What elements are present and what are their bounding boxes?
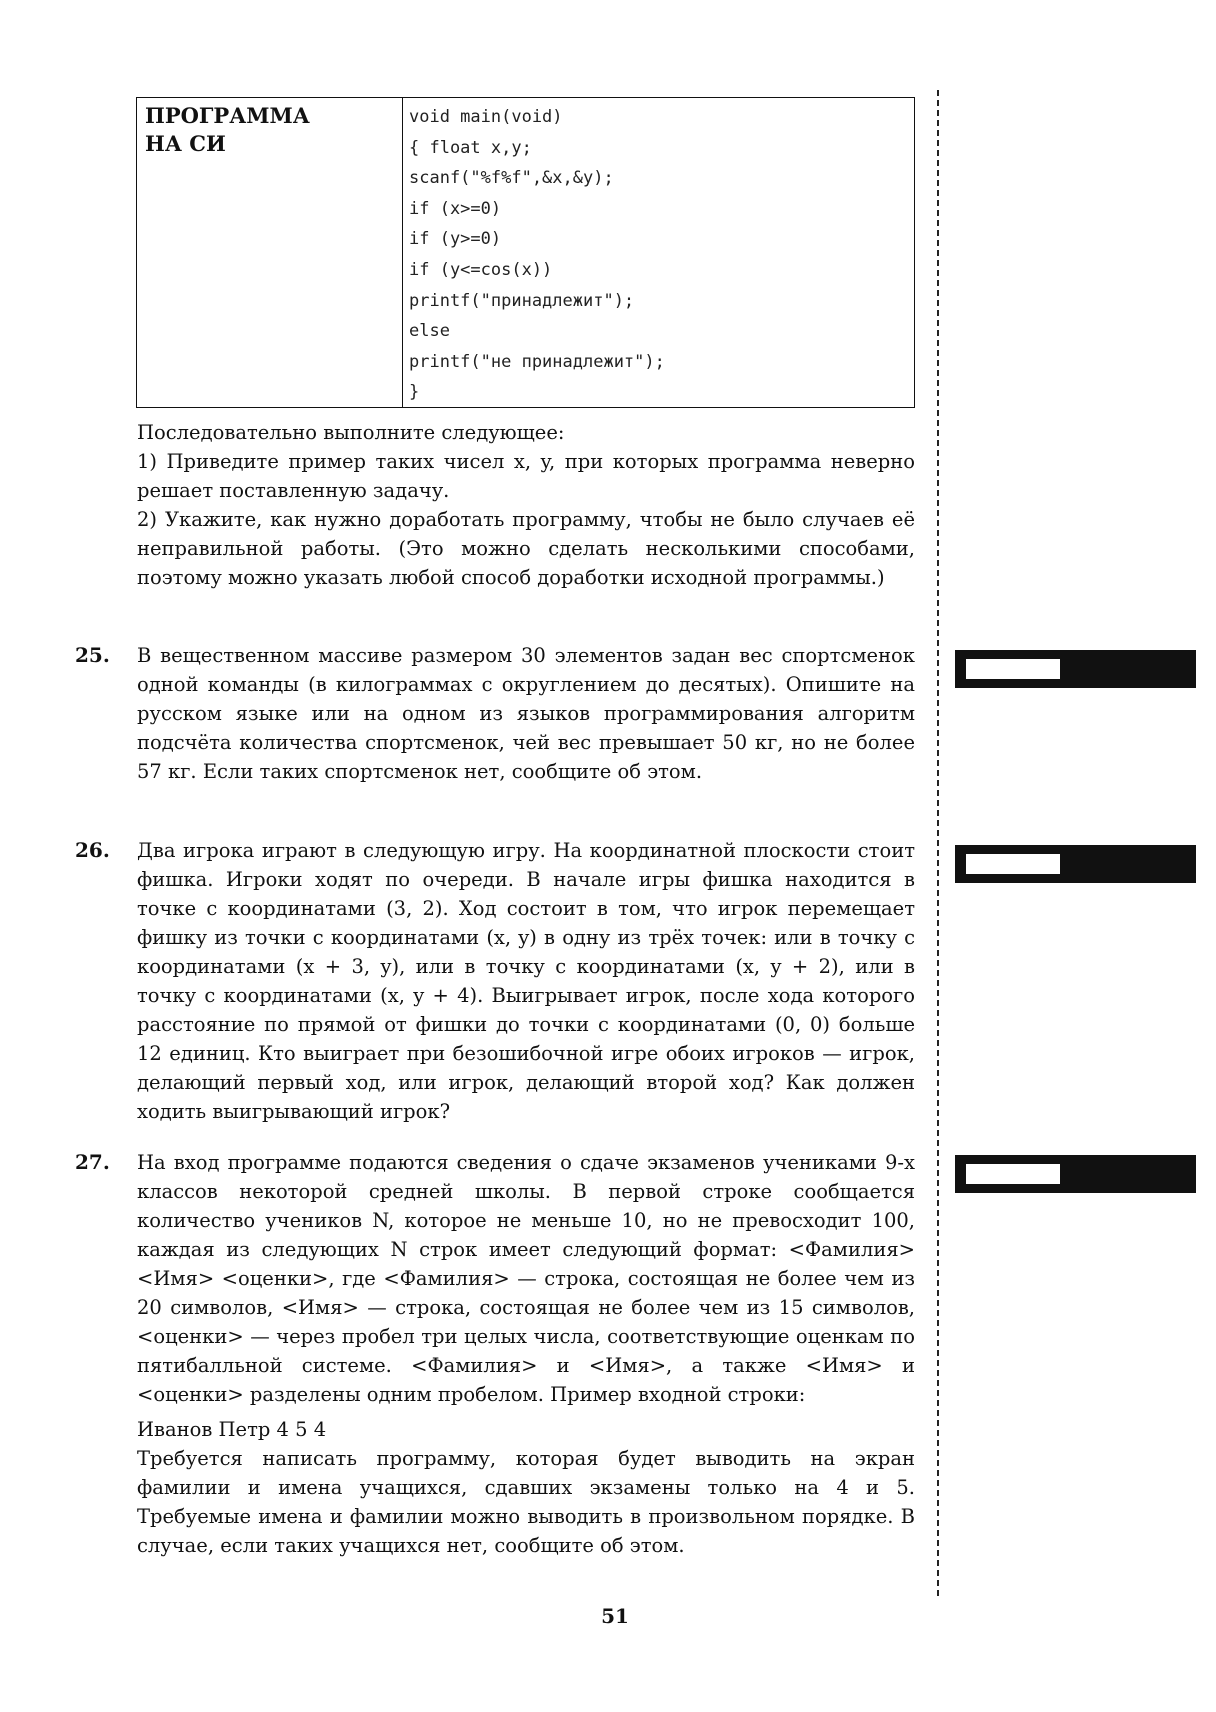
instructions-lead: Последовательно выполните следующее: <box>137 421 565 444</box>
task-paragraph: В вещественном массиве размером 30 элементов задан вес спортсменок одной команды (в килограммах с округлением до десятых). Опишите на русском языке или на одном из языков программирования алгоритм подсчёта количества спортсменок, чей вес превышает 50 кг, но не более 57 кг. Если таких спортсменок нет, сообщите об этом. <box>137 644 915 783</box>
instructions-item-1: 1) Приведите пример таких чисел x, y, при которых программа неверно решает поставленную задачу. <box>137 450 915 502</box>
task-text <box>137 836 915 1126</box>
answer-slot[interactable] <box>966 1164 1060 1184</box>
task-number: 27. <box>75 1150 110 1174</box>
task-paragraph: Два игрока играют в следующую игру. На координатной плоскости стоит фишка. Игроки ходят по очереди. В начале игры фишка находится в точке с координатами (3, 2). Ход состоит в том, что игрок перемещает фишку из точки с координатами (x, y) в одну из трёх точек: или в точку с координатами (x + 3, y), или в точку с координатами (x, y + 2), или в точку с координатами (x, y + 4). Выигрывает игрок, после хода которого расстояние по прямой от фишки до точки с координатами (0, 0) больше 12 единиц. Кто выиграет при безошибочной игре обоих игроков — игрок, делающий первый ход, или игрок, делающий второй ход? Как должен ходить выигрывающий игрок? <box>137 839 915 1123</box>
task-text <box>137 1148 915 1560</box>
instructions-item-2: 2) Укажите, как нужно доработать программу, чтобы не было случаев её неправильной работы. (Это можно сделать несколькими способами, поэтому можно указать любой способ доработки исходной программы.) <box>137 508 915 589</box>
code-line: else <box>409 321 450 342</box>
cut-line-divider <box>937 90 939 1596</box>
answer-box-27[interactable] <box>955 1155 1196 1193</box>
task-paragraph-2: Требуется написать программу, которая будет выводить на экран фамилии и имена учащихся, сдавших экзамены только на 4 и 5. Требуемые имена и фамилии можно выводить в произвольном порядке. В случае, если таких учащихся нет, сообщите об этом. <box>137 1447 915 1557</box>
code-line: printf("не принадлежит"); <box>409 351 665 372</box>
task-text <box>137 641 915 786</box>
input-example: Иванов Петр 4 5 4 <box>137 1418 327 1441</box>
code-line: scanf("%f%f",&x,&y); <box>409 168 614 189</box>
code-line: if (x>=0) <box>409 198 502 219</box>
program-table <box>136 97 915 408</box>
answer-box-25[interactable] <box>955 650 1196 688</box>
code-line: { float x,y; <box>409 137 532 158</box>
code-line: } <box>409 382 420 403</box>
code-line: if (y<=cos(x)) <box>409 259 553 280</box>
task-24-instructions <box>137 418 915 592</box>
task-number: 26. <box>75 838 110 862</box>
task-paragraph: На вход программе подаются сведения о сдаче экзаменов учениками 9-х классов некоторой средней школы. В первой строке сообщается количество учеников N, которое не меньше 10, но не превосходит 100, каждая из следующих N строк имеет следующий формат: <Фамилия> <Имя> <оценки>, где <Фамилия> — строка, состоящая не более чем из 20 символов, <Имя> — строка, состоящая не более чем из 15 символов, <оценки> — через пробел три целых числа, соответствующие оценкам по пятибалльной системе. <Фамилия> и <Имя>, а также <Имя> и <оценки> разделены одним пробелом. Пример входной строки: <box>137 1151 915 1406</box>
program-code <box>403 98 914 407</box>
code-line: void main(void) <box>409 107 563 127</box>
code-line: if (y>=0) <box>409 229 502 250</box>
answer-slot[interactable] <box>966 854 1060 874</box>
answer-box-26[interactable] <box>955 845 1196 883</box>
page-number: 51 <box>601 1604 629 1628</box>
program-language-label: ПРОГРАММА НА СИ <box>137 98 403 407</box>
answer-slot[interactable] <box>966 659 1060 679</box>
task-number: 25. <box>75 643 110 667</box>
code-line: printf("принадлежит"); <box>409 290 635 311</box>
